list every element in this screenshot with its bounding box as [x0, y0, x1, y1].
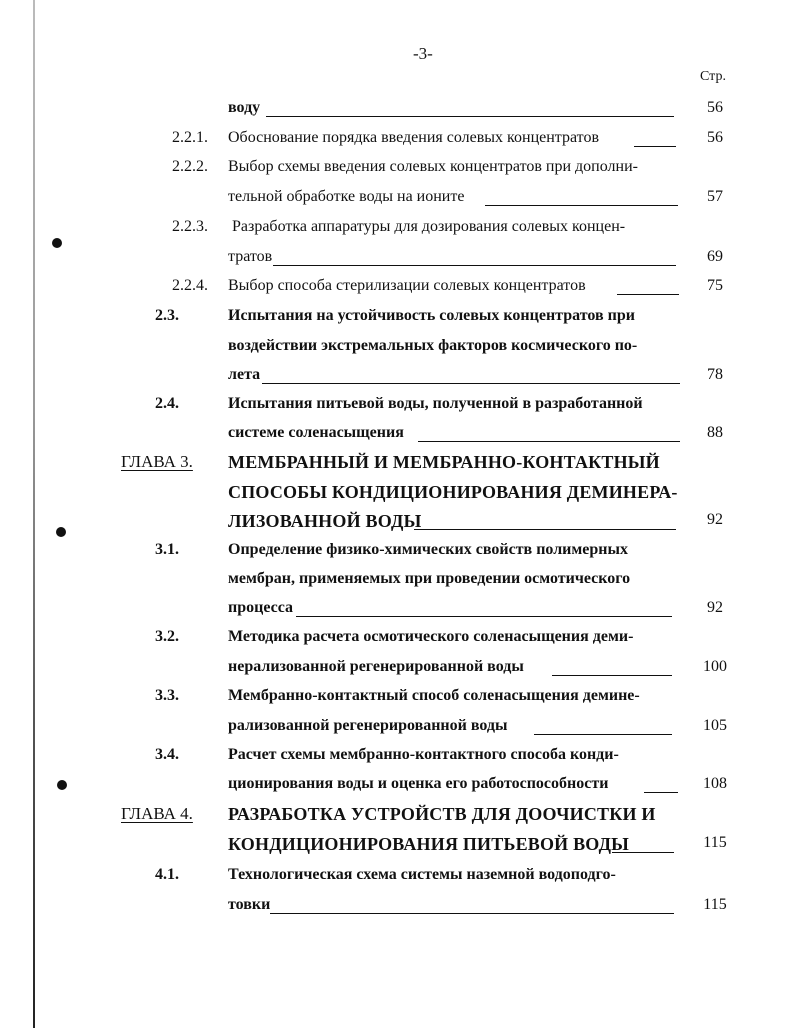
toc-entry-number: 3.1.	[155, 541, 179, 558]
toc-entry	[0, 395, 796, 417]
toc-entry-text: системе соленасыщения	[228, 424, 404, 441]
toc-entry	[0, 424, 796, 446]
toc-page: 88	[707, 424, 723, 441]
leader-line	[644, 792, 678, 793]
toc-entry	[0, 717, 796, 739]
toc-entry	[0, 337, 796, 359]
toc-page: 56	[707, 99, 723, 116]
toc-page: 56	[707, 129, 723, 146]
toc-entry-text: Технологическая схема системы наземной водоподго-	[228, 866, 616, 883]
toc-entry-number: 3.4.	[155, 746, 179, 763]
toc-chapter-title: МЕМБРАННЫЙ И МЕМБРАННО-КОНТАКТНЫЙ	[228, 452, 660, 472]
toc-entry	[0, 218, 796, 240]
toc-chapter-label: ГЛАВА 3.	[121, 452, 193, 471]
toc-entry-number: 2.3.	[155, 307, 179, 324]
toc-entry	[0, 896, 796, 918]
toc-entry-number: 3.3.	[155, 687, 179, 704]
toc-entry-text: Определение физико-химических свойств полимерных	[228, 541, 628, 558]
toc-entry-text: Расчет схемы мембранно-контактного способа конди-	[228, 746, 619, 763]
leader-line	[273, 265, 676, 266]
toc-entry	[0, 158, 796, 180]
toc-entry-text: Выбор способа стерилизации солевых концентратов	[228, 277, 586, 294]
toc-entry-text: воду	[228, 99, 261, 116]
toc-entry-text: тельной обработке воды на ионите	[228, 188, 465, 205]
toc-entry-number: 2.2.2.	[172, 158, 208, 175]
toc-entry-number: 2.4.	[155, 395, 179, 412]
leader-line	[617, 294, 679, 295]
toc-chapter-label: ГЛАВА 4.	[121, 804, 193, 823]
toc-entry-text: Выбор схемы введения солевых концентратов при дополни-	[228, 158, 638, 175]
toc-entry-text: мембран, применяемых при проведении осмотического	[228, 570, 631, 587]
toc-entry-number: 4.1.	[155, 866, 179, 883]
toc-entry-text: товки	[228, 896, 271, 913]
toc-chapter-title: РАЗРАБОТКА УСТРОЙСТВ ДЛЯ ДООЧИСТКИ И	[228, 804, 656, 824]
toc-entry-number: 2.2.4.	[172, 277, 208, 294]
toc-entry	[0, 129, 796, 151]
toc-page: 100	[703, 658, 727, 675]
toc-entry	[0, 99, 796, 121]
toc-entry-text: ционирования воды и оценка его работоспособности	[228, 775, 609, 792]
toc-chapter-title: СПОСОБЫ КОНДИЦИОНИРОВАНИЯ ДЕМИНЕРА-	[228, 482, 678, 502]
toc-page: 92	[707, 599, 723, 616]
toc-entry	[0, 804, 796, 826]
toc-entry	[0, 248, 796, 270]
toc-entry-text: нерализованной регенерированной воды	[228, 658, 524, 675]
leader-line	[414, 529, 676, 530]
toc-chapter-title: ЛИЗОВАННОЙ ВОДЫ	[228, 511, 422, 531]
toc-entry-text: Испытания питьевой воды, полученной в разработанной	[228, 395, 643, 412]
toc-entry-text: воздействии экстремальных факторов космического по-	[228, 337, 638, 354]
toc-entry	[0, 775, 796, 797]
toc-entry	[0, 687, 796, 709]
page-number: -3-	[413, 44, 433, 63]
toc-chapter-title: КОНДИЦИОНИРОВАНИЯ ПИТЬЕВОЙ ВОДЫ	[228, 834, 630, 854]
toc-page: 78	[707, 366, 723, 383]
page-column-header: Стр.	[700, 69, 726, 84]
toc-entry-text: рализованной регенерированной воды	[228, 717, 508, 734]
toc-entry-text: Методика расчета осмотического соленасыщения деми-	[228, 628, 634, 645]
toc-entry	[0, 658, 796, 680]
leader-line	[418, 441, 680, 442]
toc-entry-number: 2.2.1.	[172, 129, 208, 146]
toc-page: 115	[703, 834, 727, 851]
toc-entry	[0, 511, 796, 533]
toc-entry-text: Мембранно-контактный способ соленасыщения демине-	[228, 687, 640, 704]
toc-entry	[0, 866, 796, 888]
toc-page: 57	[707, 188, 723, 205]
toc-entry	[0, 307, 796, 329]
toc-page: 105	[703, 717, 727, 734]
toc-page: 115	[703, 896, 727, 913]
toc-entry-number: 3.2.	[155, 628, 179, 645]
toc-entry-text: Разработка аппаратуры для дозирования солевых концен-	[232, 218, 626, 235]
leader-line	[296, 616, 672, 617]
toc-entry	[0, 541, 796, 563]
toc-entry	[0, 628, 796, 650]
leader-line	[534, 734, 672, 735]
leader-line	[552, 675, 672, 676]
toc-entry-text: Обоснование порядка введения солевых концентратов	[228, 129, 599, 146]
toc-entry	[0, 452, 796, 474]
toc-entry-text: тратов	[228, 248, 273, 265]
leader-line	[485, 205, 678, 206]
leader-line	[634, 146, 676, 147]
toc-entry	[0, 366, 796, 388]
toc-entry-text: Испытания на устойчивость солевых концентратов при	[228, 307, 635, 324]
leader-line	[266, 116, 674, 117]
leader-line	[612, 852, 674, 853]
toc-entry	[0, 188, 796, 210]
toc-page: 92	[707, 511, 723, 528]
toc-entry	[0, 746, 796, 768]
toc-entry	[0, 482, 796, 504]
toc-entry	[0, 570, 796, 592]
toc-page: 75	[707, 277, 723, 294]
toc-entry-number: 2.2.3.	[172, 218, 208, 235]
toc-entry	[0, 599, 796, 621]
toc-entry-text: процесса	[228, 599, 294, 616]
toc-entry	[0, 834, 796, 856]
toc-entry	[0, 277, 796, 299]
toc-page: 108	[703, 775, 727, 792]
toc-entry-text: лета	[228, 366, 261, 383]
leader-line	[262, 383, 680, 384]
leader-line	[270, 913, 674, 914]
toc-page: 69	[707, 248, 723, 265]
